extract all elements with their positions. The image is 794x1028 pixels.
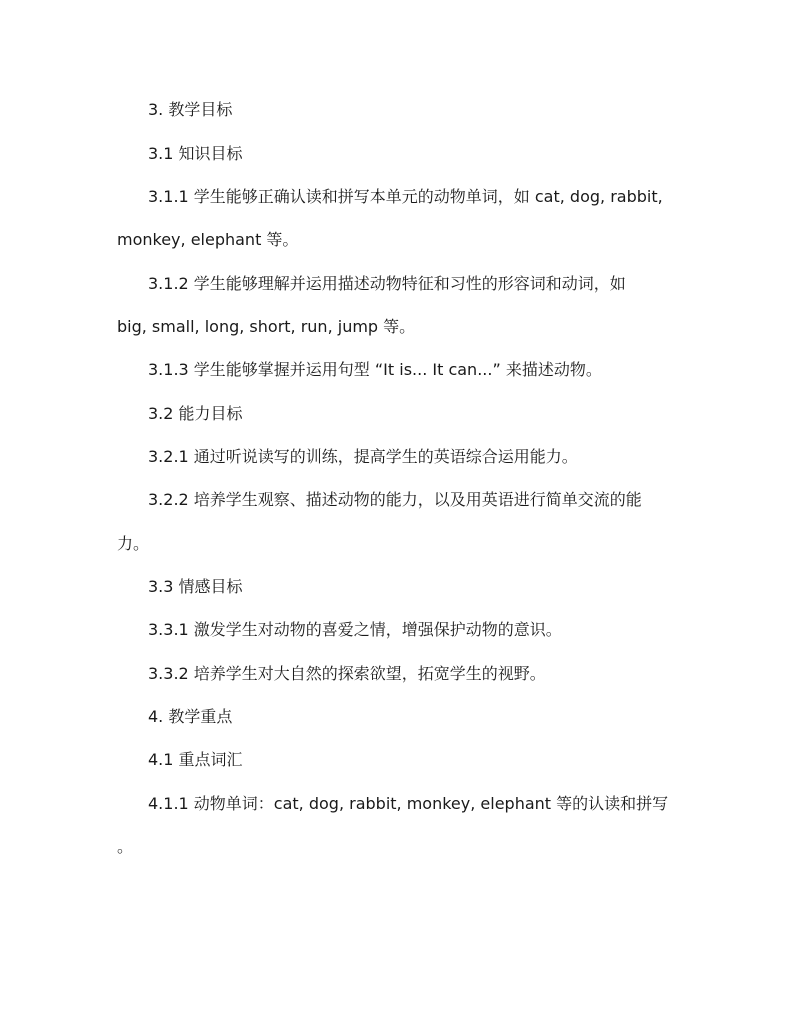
heading-teaching-key-points: 4. 教学重点 [148,707,233,726]
heading-teaching-objectives: 3. 教学目标 [148,100,233,119]
subheading-key-vocabulary: 4.1 重点词汇 [148,750,243,769]
paragraph-4-1-1-line-1: 4.1.1 动物单词：cat, dog, rabbit, monkey, elephant 等的认读和拼写 [148,794,669,813]
paragraph-3-1-3: 3.1.3 学生能够掌握并运用句型 “It is... It can...” 来描述动物。 [148,360,602,379]
subheading-ability-objectives: 3.2 能力目标 [148,404,243,423]
paragraph-3-1-1-line-1: 3.1.1 学生能够正确认读和拼写本单元的动物单词，如 cat, dog, rabbit, [148,187,663,206]
paragraph-3-2-2-line-2: 力。 [117,534,150,553]
paragraph-4-1-1-line-2: 。 [117,837,134,856]
paragraph-3-1-1-line-2: monkey, elephant 等。 [117,230,299,249]
paragraph-3-1-2-line-1: 3.1.2 学生能够理解并运用描述动物特征和习性的形容词和动词，如 [148,274,626,293]
paragraph-3-2-1: 3.2.1 通过听说读写的训练，提高学生的英语综合运用能力。 [148,447,578,466]
paragraph-3-3-2: 3.3.2 培养学生对大自然的探索欲望，拓宽学生的视野。 [148,664,546,683]
subheading-knowledge-objectives: 3.1 知识目标 [148,144,243,163]
paragraph-3-2-2-line-1: 3.2.2 培养学生观察、描述动物的能力，以及用英语进行简单交流的能 [148,490,642,509]
paragraph-3-1-2-line-2: big, small, long, short, run, jump 等。 [117,317,416,336]
subheading-emotional-objectives: 3.3 情感目标 [148,577,243,596]
paragraph-3-3-1: 3.3.1 激发学生对动物的喜爱之情，增强保护动物的意识。 [148,620,562,639]
